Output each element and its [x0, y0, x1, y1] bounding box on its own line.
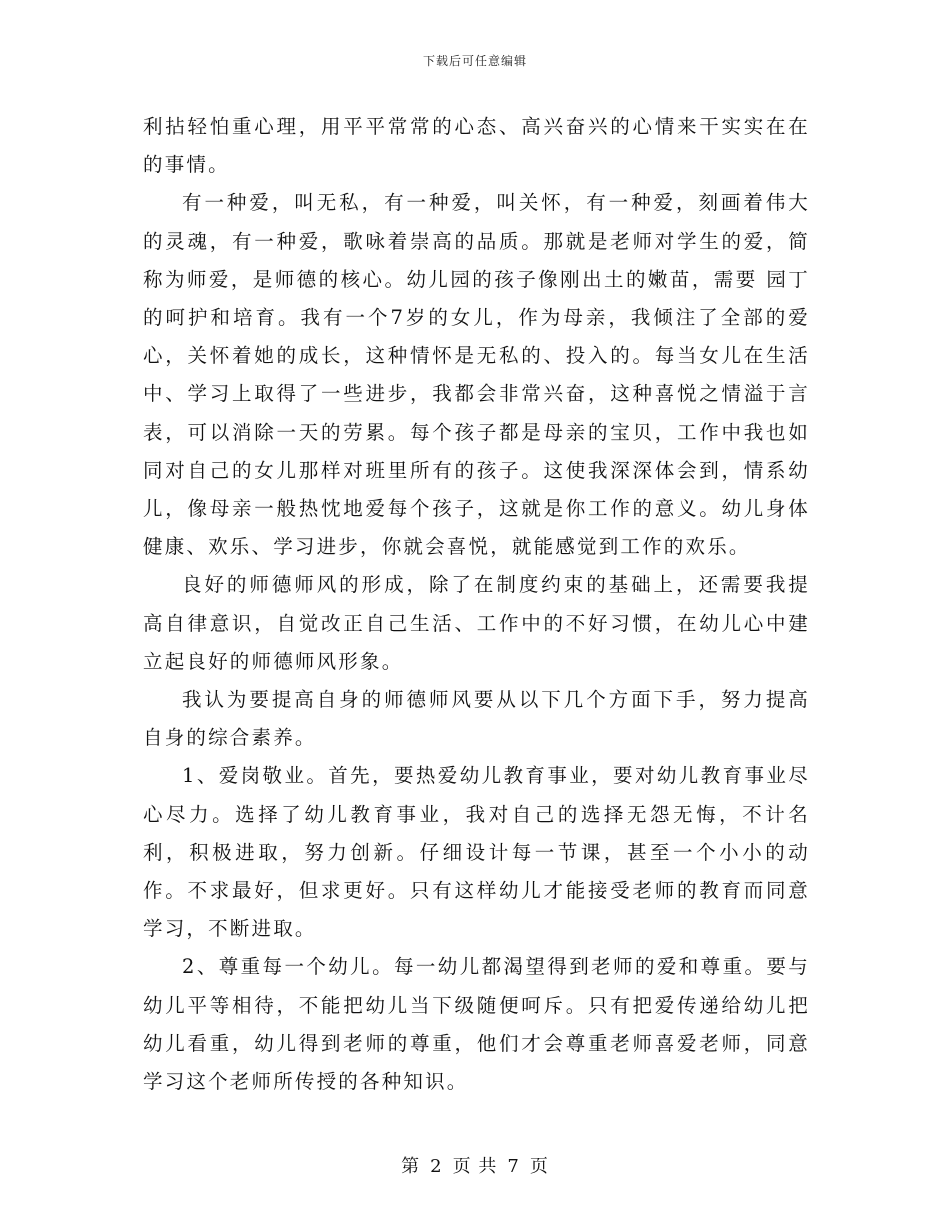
footer-suffix: 页: [529, 1156, 549, 1177]
paragraph-point-1: 1、爱岗敬业。首先，要热爱幼儿教育事业，要对幼儿教育事业尽心尽力。选择了幼儿教育事业，我对自己的选择无怨无悔，不计名利，积极进取，努力创新。仔细设计每一节课，甚至一个小小的动作。不求最好，但求更好。只有这样幼儿才能接受老师的教育而同意学习，不断进取。: [143, 764, 810, 941]
footer-prefix: 第: [401, 1156, 421, 1177]
page-header: 下载后可任意编辑: [422, 54, 527, 68]
paragraph-teacher-love: 有一种爱，叫无私，有一种爱，叫关怀，有一种爱，刻画着伟大的灵魂，有一种爱，歌咏着崇高的品质。那就是老师对学生的爱，简称为师爱，是师德的核心。幼儿园的孩子像刚出土的嫩苗，需要 园丁的呵护和培育。我有一个7岁的女儿，作为母亲，我倾注了全部的爱心，关怀着她的成长，这种情怀是无私的、投入的。每当女儿在生活中、学习上取得了一些进步，我都会非常兴奋，这种喜悦之情溢于言表，可以消除一天的劳累。每个孩子都是母亲的宝贝，工作中我也如同对自己的女儿那样对班里所有的孩子。这使我深深体会到，情系幼儿，像母亲一般热忱地爱每个孩子，这就是你工作的意义。幼儿身体健康、欢乐、学习进步，你就会喜悦，就能感觉到工作的欢乐。: [143, 191, 810, 559]
paragraph-point-2: 2、尊重每一个幼儿。每一幼儿都渴望得到老师的爱和尊重。要与幼儿平等相待，不能把幼儿当下级随便呵斥。只有把爱传递给幼儿把幼儿看重，幼儿得到老师的尊重，他们才会尊重老师喜爱老师，同意学习这个老师所传授的各种知识。: [143, 955, 810, 1094]
footer-current-page: 2: [430, 1156, 443, 1177]
footer-total-pages: 7: [507, 1156, 520, 1177]
paragraph-continuation: 利拈轻怕重心理，用平平常常的心态、高兴奋兴的心情来干实实在在的事情。: [143, 115, 810, 177]
document-body: [143, 108, 810, 1101]
page-footer: [0, 1152, 950, 1178]
footer-middle: 页 共: [452, 1156, 498, 1177]
paragraph-improvement-intro: 我认为要提高自身的师德师风要从以下几个方面下手，努力提高自身的综合素养。: [143, 688, 810, 750]
paragraph-self-discipline: 良好的师德师风的形成，除了在制度约束的基础上，还需要我提高自律意识，自觉改正自己生活、工作中的不好习惯，在幼儿心中建立起良好的师德师风形象。: [143, 573, 810, 673]
